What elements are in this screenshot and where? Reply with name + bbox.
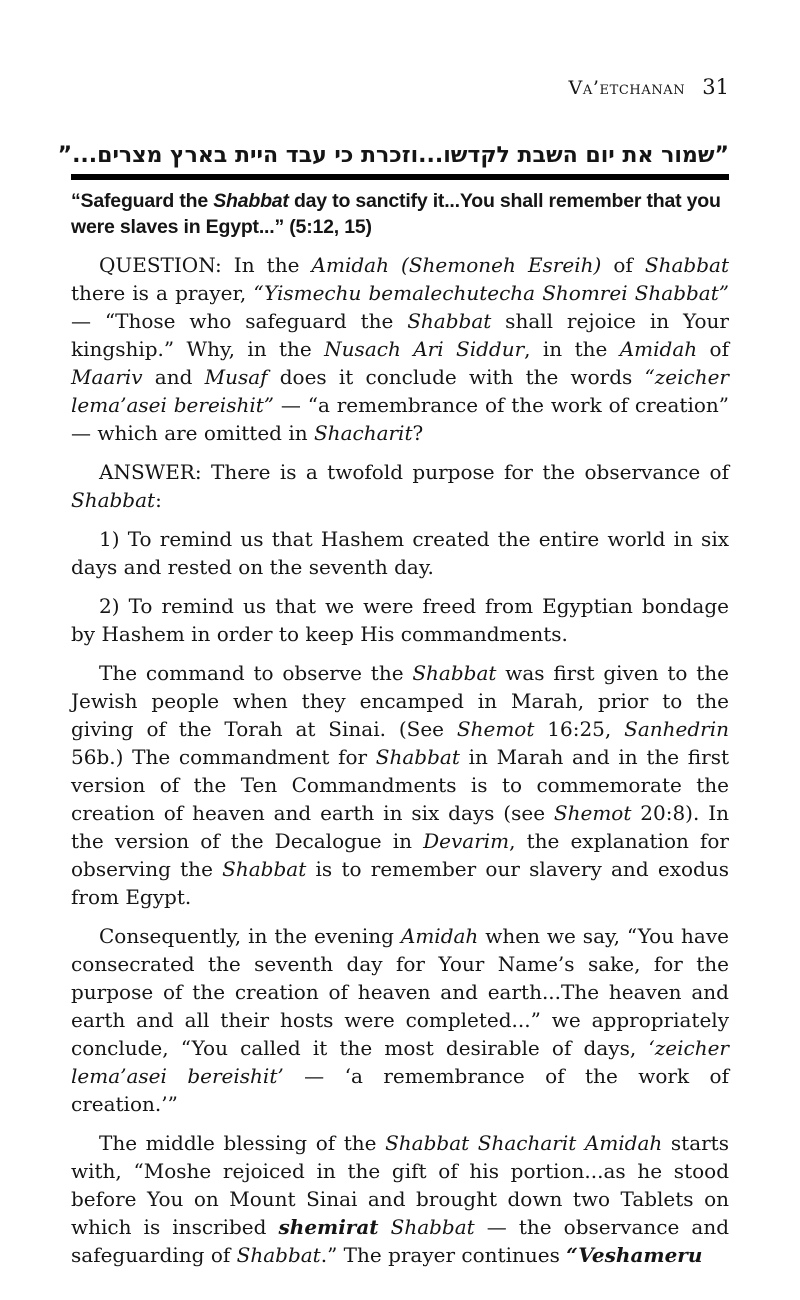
text-segment: Devarim	[423, 829, 510, 853]
text-segment: — “a remembrance of the work of creation” — which are omitted in	[71, 393, 729, 445]
text-segment: Sanhedrin	[624, 717, 729, 741]
text-segment: there is a prayer,	[71, 281, 254, 305]
paragraph	[71, 525, 729, 581]
text-segment: 56b.) The commandment for	[71, 745, 376, 769]
text-segment: of	[697, 337, 729, 361]
text-segment: Shabbat	[375, 745, 460, 769]
text-segment: .” The prayer continues	[320, 1243, 567, 1267]
text-segment: Shabbat	[390, 1215, 475, 1239]
text-segment: 20:8). In the version of the Decalogue in	[71, 801, 729, 853]
paragraph	[71, 1129, 729, 1269]
text-segment: , in the	[524, 337, 620, 361]
text-segment: 2) To remind us that we were freed from Egyptian bondage by Hashem in order to keep His commandments.	[71, 594, 729, 646]
text-segment: Shemot	[553, 801, 632, 825]
text-segment: ?	[412, 421, 424, 445]
text-segment: “Veshameru	[566, 1243, 703, 1267]
hebrew-verse-heading: ”שמור את יום השבת לקדשו...וזכרת כי עבד היית בארץ מצרים...”	[57, 143, 729, 168]
page-number: 31	[702, 75, 729, 99]
text-segment: — ‘a remembrance of the work of creation.’”	[71, 1064, 729, 1116]
text-segment: in Marah and in the first version of the Ten Commandments is to commemorate the creation of heaven and earth in six days (see	[71, 745, 729, 825]
text-segment: Shabbat	[412, 661, 497, 685]
text-segment: 16:25,	[534, 717, 625, 741]
text-segment: Maariv	[71, 365, 143, 389]
text-segment: and	[142, 365, 205, 389]
text-segment: Shemot	[456, 717, 535, 741]
verse-translation-heading	[71, 188, 729, 240]
paragraph	[71, 592, 729, 648]
parsha-title: Va’etchanan	[568, 77, 686, 99]
text-segment: — the observance and safeguarding of	[71, 1215, 730, 1267]
text-segment: QUESTION: In the	[99, 253, 312, 277]
text-segment: shemirat	[278, 1215, 379, 1239]
text-segment: Shabbat	[407, 309, 492, 333]
text-segment: starts with, “Moshe rejoiced in the gift of his portion...as he stood before You on Mount Sinai and brought down two Tablets on which is inscribed	[71, 1131, 729, 1239]
text-segment: Shabbat	[644, 253, 729, 277]
text-segment: Amidah	[619, 337, 698, 361]
paragraph	[71, 458, 729, 514]
text-segment: ‘zeicher lema’asei bereishit’	[71, 1036, 729, 1088]
text-segment: 1) To remind us that Hashem created the entire world in six days and rested on the seventh day.	[71, 527, 729, 579]
text-segment: when we say, “You have consecrated the seventh day for Your Name’s sake, for the purpose of the creation of heaven and earth...The heaven and earth and all their hosts were completed...” we appropriately conclude, “You called it the most desirable of days,	[71, 924, 729, 1060]
text-segment: Consequently, in the evening	[99, 924, 401, 948]
text-segment: “Yismechu bemalechutecha Shomrei Shabbat”	[253, 281, 729, 305]
text-segment: was first given to the Jewish people when they encamped in Marah, prior to the giving of the Torah at Sinai. (See	[71, 661, 730, 741]
text-segment: Shabbat	[213, 190, 289, 212]
paragraph	[71, 659, 729, 911]
text-segment: “Safeguard the	[71, 190, 214, 212]
paragraph	[71, 251, 729, 447]
body-text	[71, 251, 729, 1269]
text-segment: Amidah	[400, 924, 479, 948]
text-segment: Nusach Ari Siddur	[324, 337, 525, 361]
text-segment: Shabbat	[71, 488, 156, 512]
heading-rule	[71, 174, 729, 180]
text-segment: Musaf	[204, 365, 268, 389]
text-segment: shall rejoice in Your kingship.” Why, in the	[71, 309, 729, 361]
text-segment: — “Those who safeguard the	[71, 309, 408, 333]
text-segment: The middle blessing of the	[99, 1131, 386, 1155]
text-segment: is to remember our slavery and exodus from Egypt.	[71, 857, 729, 909]
text-segment	[379, 1215, 391, 1239]
text-segment: Shabbat Shacharit Amidah	[385, 1131, 663, 1155]
text-segment: Amidah (Shemoneh Esreih)	[311, 253, 602, 277]
text-segment: ANSWER: There is a twofold purpose for the observance of	[99, 460, 729, 484]
text-segment: does it conclude with the words	[267, 365, 645, 389]
text-segment: Shabbat	[222, 857, 307, 881]
text-segment: Shabbat	[236, 1243, 321, 1267]
text-segment: , the explanation for observing the	[71, 829, 729, 881]
text-segment: day to sanctify it...You shall remember that you were slaves in Egypt...” (5:12, 15)	[71, 190, 721, 238]
running-header	[71, 76, 729, 99]
text-segment: of	[601, 253, 645, 277]
text-segment: The command to observe the	[99, 661, 413, 685]
text-segment: :	[155, 488, 162, 512]
text-segment: Shacharit	[313, 421, 413, 445]
text-segment: “zeicher lema’asei bereishit”	[71, 365, 729, 417]
paragraph	[71, 922, 729, 1118]
